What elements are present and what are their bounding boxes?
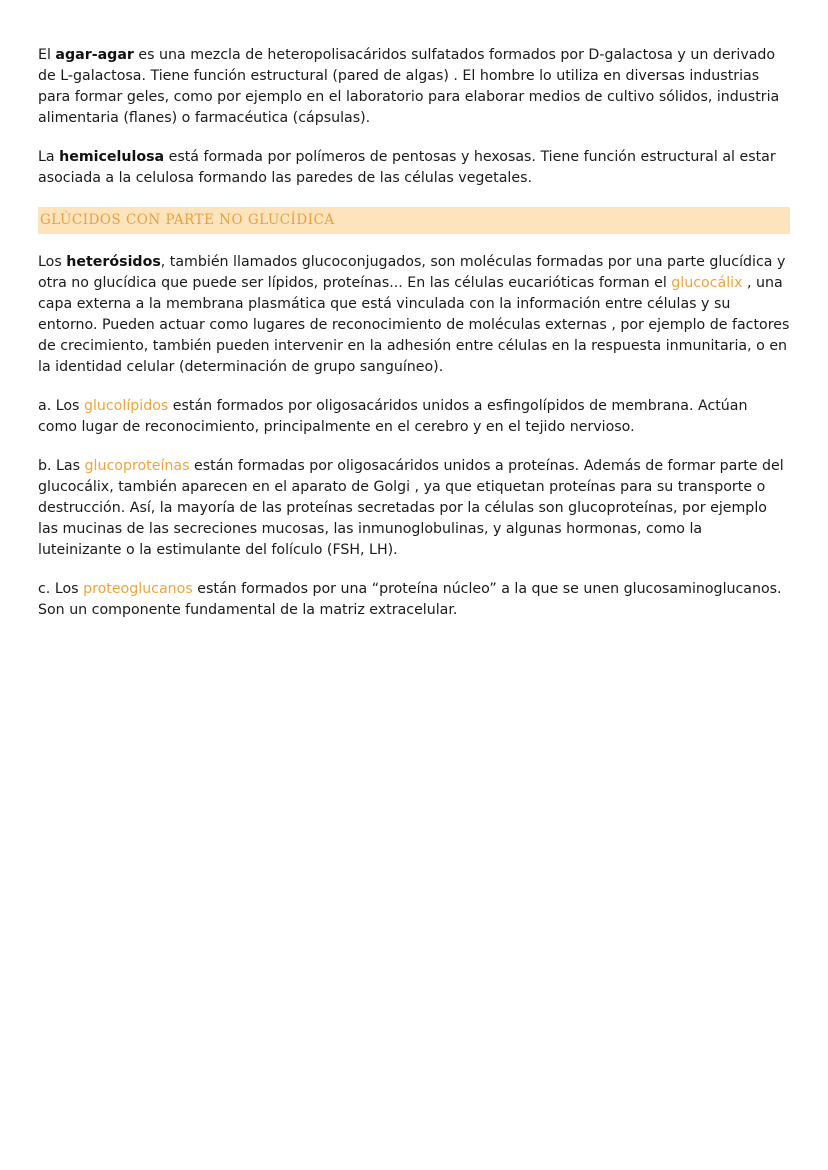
- term-heterosidos: heterósidos: [66, 254, 161, 270]
- paragraph-glucolipidos: [38, 396, 790, 438]
- document-page: [38, 45, 790, 639]
- heterosidos-text-a: , también llamados glucoconjugados, son moléculas formadas por una parte glucídica y otra no glucídica que puede ser lípidos, proteínas... En las células eucarióticas forman el: [38, 254, 786, 291]
- proteoglucanos-text: están formados por una “proteína núcleo” a la que se unen glucosaminoglucanos. Son un componente fundamental de la matriz extracelular.: [38, 581, 782, 618]
- glucolipidos-prefix: a. Los: [38, 398, 84, 414]
- term-proteoglucanos: proteoglucanos: [83, 581, 193, 597]
- term-glucoproteinas: glucoproteínas: [84, 458, 190, 474]
- heterosidos-text-b: , una capa externa a la membrana plasmática que está vinculada con la información entre células y su entorno. Pueden actuar como lugares de reconocimiento de moléculas externas , por ejemplo de factores de crecimiento, también pueden intervenir en la adhesión entre células en la respuesta inmunitaria, o en la identidad celular (determinación de grupo sanguíneo).: [38, 275, 790, 375]
- agar-prefix: El: [38, 47, 56, 63]
- paragraph-glucoproteinas: [38, 456, 790, 561]
- term-glucolipidos: glucolípidos: [83, 398, 169, 414]
- term-agar-agar: agar-agar: [55, 47, 134, 63]
- proteoglucanos-prefix: c. Los: [38, 581, 84, 597]
- paragraph-agar-agar: [38, 45, 790, 129]
- hemicelulosa-prefix: La: [38, 149, 60, 165]
- glucoproteinas-prefix: b. Las: [38, 458, 85, 474]
- paragraph-hemicelulosa: [38, 147, 790, 189]
- glucolipidos-text: están formados por oligosacáridos unidos a esfingolípidos de membrana. Actúan como lugar de reconocimiento, principalmente en el cerebro y en el tejido nervioso.: [38, 398, 748, 435]
- heterosidos-prefix: Los: [38, 254, 67, 270]
- paragraph-heterosidos: [38, 252, 790, 378]
- hemicelulosa-text: está formada por polímeros de pentosas y hexosas. Tiene función estructural al estar asociada a la celulosa formando las paredes de las células vegetales.: [38, 149, 776, 186]
- term-glucocalix: glucocálix: [671, 275, 743, 291]
- section-heading: GLÚCIDOS CON PARTE NO GLUCÍDICA: [38, 207, 790, 234]
- term-hemicelulosa: hemicelulosa: [59, 149, 165, 165]
- paragraph-proteoglucanos: [38, 579, 790, 621]
- glucoproteinas-text: están formadas por oligosacáridos unidos a proteínas. Además de formar parte del glucocálix, también aparecen en el aparato de Golgi , ya que etiquetan proteínas para su transporte o destrucción. Así, la mayoría de las proteínas secretadas por la células son glucoproteínas, por ejemplo las mucinas de las secreciones mucosas, las inmunoglobulinas, y algunas hormonas, como la luteinizante o la estimulante del folículo (FSH, LH).: [38, 458, 784, 558]
- agar-text: es una mezcla de heteropolisacáridos sulfatados formados por D-galactosa y un derivado de L-galactosa. Tiene función estructural (pared de algas) . El hombre lo utiliza en diversas industrias para formar geles, como por ejemplo en el laboratorio para elaborar medios de cultivo sólidos, industria alimentaria (flanes) o farmacéutica (cápsulas).: [38, 47, 780, 126]
